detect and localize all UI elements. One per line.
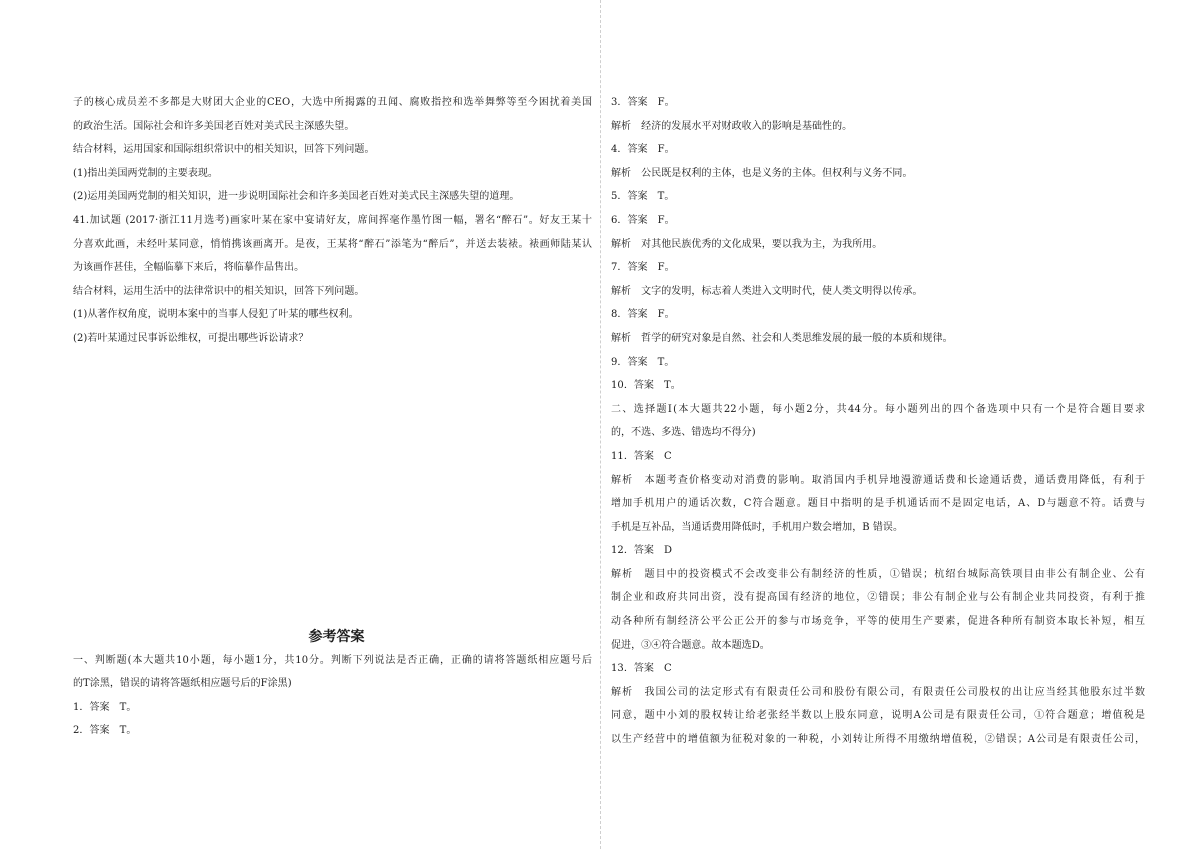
text-line: 二、选择题Ⅰ(本大题共22小题，每小题2分，共44分。每小题列出的四个备选项中只有一个是符合题目要求 [611,403,1145,415]
text-line: 3．答案 F。 [611,97,675,108]
text-line: 41.加试题 (2017·浙江11月选考)画家叶某在家中宴请好友，席间挥毫作墨竹图一幅，署名“醉石”。好友王某十 [73,214,592,226]
blank-space [73,351,592,625]
text-line: 11．答案 C [611,450,672,462]
text-line: (2)运用美国两党制的相关知识，进一步说明国际社会和许多美国老百姓对美式民主深感失望的道理。 [73,191,520,203]
text-line: 的T涂黑，错误的请将答题纸相应题号后的F涂黑) [73,678,292,690]
text-line: 解析 哲学的研究对象是自然、社会和人类思维发展的最一般的本质和规律。 [611,332,953,344]
text-line: 解析 经济的发展水平对财政收入的影响是基础性的。 [611,120,853,132]
text-line: 同意，题中小刘的股权转让给老张经半数以上股东同意，说明A公司是有限责任公司，①符合题意；增值税是 [611,710,1145,722]
text-line: (2)若叶某通过民事诉讼维权，可提出哪些诉讼请求？ [73,332,309,344]
text-line: 解析 本题考查价格变动对消费的影响。取消国内手机异地漫游通话费和长途通话费，通话费用降低，有利于 [611,474,1145,486]
text-line: 8．答案 F。 [611,309,675,321]
right-page [600,0,1200,849]
text-line: 12．答案 D [611,545,673,557]
text-line: 6．答案 F。 [611,214,675,226]
text-line: 促进，③④符合题意。故本题选D。 [611,639,770,651]
text-line: 子的核心成员差不多都是大财团大企业的CEO，大选中所揭露的丑闻、腐败指控和选举舞弊等至今困扰着美国 [73,97,592,108]
text-line: 解析 公民既是权利的主体，也是义务的主体。但权利与义务不同。 [611,167,913,179]
answer-title: 参考答案 [308,628,365,645]
text-line: 结合材料，运用生活中的法律常识中的相关知识，回答下列问题。 [73,285,365,297]
text-line: 一、判断题(本大题共10小题，每小题1分，共10分。判断下列说法是否正确，正确的请将答题纸相应题号后 [73,654,592,666]
text-line: 手机是互补品，当通话费用降低时，手机用户数会增加，B 错误。 [611,521,904,533]
text-line: 解析 文字的发明，标志着人类进入文明时代，使人类文明得以传承。 [611,285,923,297]
text-line: 2．答案 T。 [73,725,137,737]
text-line: 动各种所有制经济公平公正公开的参与市场竞争，平等的使用生产要素，促进各种所有制资本取长补短，相互 [611,616,1145,628]
text-line: 5．答案 T。 [611,191,675,203]
text-line: 以生产经营中的增值额为征税对象的一种税，小刘转让所得不用缴纳增值税，②错误；A公司是有限责任公司， [611,734,1145,746]
text-line: 解析 我国公司的法定形式有有限责任公司和股份有限公司，有限责任公司股权的出让应当经其他股东过半数 [611,686,1145,698]
text-line: 7．答案 F。 [611,262,675,274]
text-line: 9．答案 T。 [611,356,675,368]
answer-section [73,649,592,743]
text-line: 1．答案 T。 [73,701,137,713]
text-line: 13．答案 C [611,663,672,675]
text-line: (1)指出美国两党制的主要表现。 [73,167,218,179]
text-line: 解析 题目中的投资模式不会改变非公有制经济的性质，①错误；杭绍台城际高铁项目由非公有制企业、公有 [611,568,1145,580]
text-line: 4．答案 F。 [611,144,675,156]
text-line: 的政治生活。国际社会和许多美国老百姓对美式民主深感失望。 [73,120,355,132]
text-line: 10．答案 T。 [611,380,681,392]
question-text [73,91,592,351]
text-line: (1)从著作权角度，说明本案中的当事人侵犯了叶某的哪些权利。 [73,309,359,321]
text-line: 解析 对其他民族优秀的文化成果，要以我为主，为我所用。 [611,238,883,250]
text-line: 增加手机用户的通话次数，C符合题意。题目中指明的是手机通话而不是固定电话，A、D与题意不符。话费与 [611,498,1145,510]
text-line: 制企业和政府共同出资，没有提高国有经济的地位，②错误；非公有制企业与公有制企业共同投资，有利于推 [611,592,1145,604]
text-line: 分喜欢此画，未经叶某同意，悄悄携该画离开。是夜，王某将“醉石”添笔为“醉后”，并送去装裱。裱画师陆某认 [73,238,592,250]
text-line: 为该画作甚佳，全幅临摹下来后，将临摹作品售出。 [73,262,305,274]
text-line: 的，不选、多选、错选均不得分) [611,427,756,439]
text-line: 结合材料，运用国家和国际组织常识中的相关知识，回答下列问题。 [73,144,375,156]
